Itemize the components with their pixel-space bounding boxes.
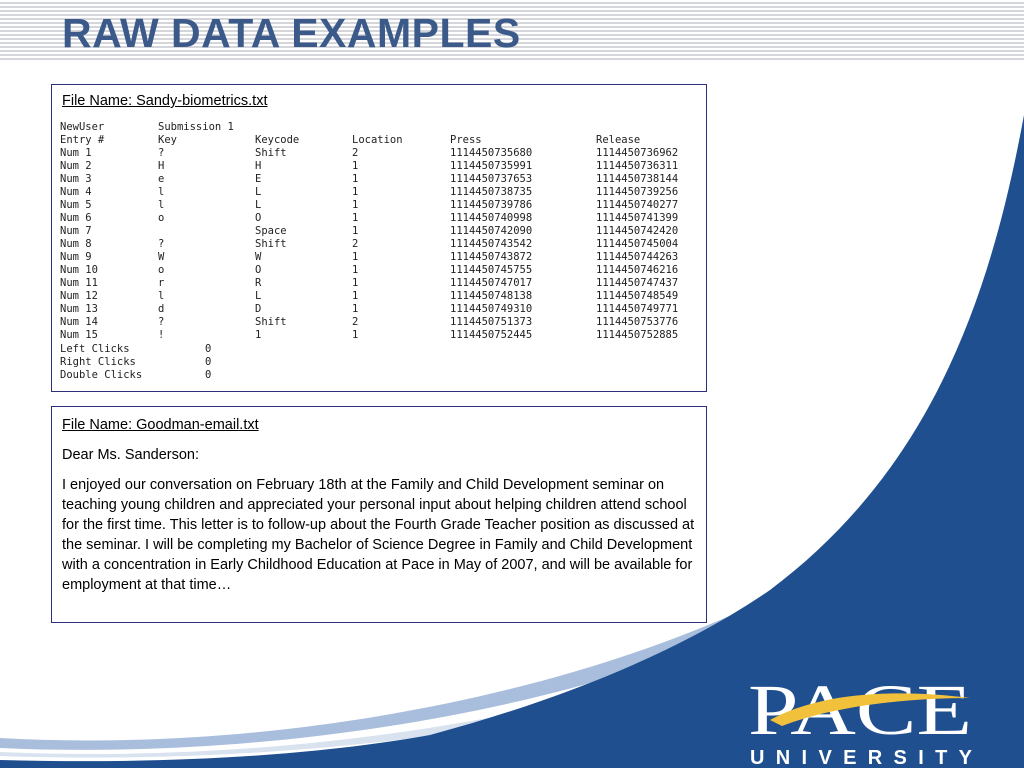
table-cell: 1 bbox=[352, 173, 359, 185]
table-row bbox=[60, 199, 706, 212]
table-cell: 2 bbox=[352, 238, 359, 250]
table-cell: l bbox=[158, 290, 165, 302]
table-cell: Release bbox=[596, 134, 641, 146]
table-row bbox=[60, 290, 706, 303]
table-row bbox=[60, 316, 706, 329]
table-cell: Space bbox=[255, 225, 287, 237]
summary-cell: Double Clicks bbox=[60, 369, 143, 381]
table-cell: Num 8 bbox=[60, 238, 92, 250]
table-cell: 1114450752445 bbox=[450, 329, 533, 341]
table-row bbox=[60, 212, 706, 225]
table-row bbox=[60, 134, 706, 147]
table-cell: Num 9 bbox=[60, 251, 92, 263]
table-cell: 1114450746216 bbox=[596, 264, 679, 276]
table-cell: 1114450739786 bbox=[450, 199, 533, 211]
table-row bbox=[60, 303, 706, 316]
summary-row bbox=[60, 369, 211, 382]
table-cell: 1114450743872 bbox=[450, 251, 533, 263]
table-cell: 1114450747017 bbox=[450, 277, 533, 289]
table-cell: 1114450738735 bbox=[450, 186, 533, 198]
table-cell: 1114450747437 bbox=[596, 277, 679, 289]
table-row bbox=[60, 329, 706, 342]
table-cell: 1114450742090 bbox=[450, 225, 533, 237]
table-cell: L bbox=[255, 290, 262, 302]
table-row bbox=[60, 160, 706, 173]
table-cell: Num 6 bbox=[60, 212, 92, 224]
table-cell: ! bbox=[158, 329, 165, 341]
pace-university-logo bbox=[748, 668, 978, 768]
table-row bbox=[60, 173, 706, 186]
table-cell: 1 bbox=[352, 329, 359, 341]
table-row bbox=[60, 251, 706, 264]
table-cell: D bbox=[255, 303, 262, 315]
biometrics-file-box bbox=[51, 84, 707, 392]
table-cell: r bbox=[158, 277, 165, 289]
table-cell: Keycode bbox=[255, 134, 300, 146]
table-row bbox=[60, 238, 706, 251]
table-row bbox=[60, 147, 706, 160]
table-cell: e bbox=[158, 173, 165, 185]
email-body: I enjoyed our conversation on February 18th at the Family and Child Development seminar on teaching young children and appreciated your personal input about helping children attend school for the first time. This letter is to follow-up about the Fourth Grade Teacher position as discussed at the seminar. I will be completing my Bachelor of Science Degree in Family and Child Development with a concentration in Early Childhood Education at Pace in May of 2007, and will be available for employment at that time… bbox=[62, 477, 695, 593]
table-cell: NewUser bbox=[60, 121, 105, 133]
page-title: RAW DATA EXAMPLES bbox=[62, 10, 521, 56]
table-cell: 1 bbox=[352, 277, 359, 289]
table-cell: 1114450740277 bbox=[596, 199, 679, 211]
table-cell: E bbox=[255, 173, 262, 185]
table-cell bbox=[352, 121, 450, 134]
table-cell: 1 bbox=[352, 160, 359, 172]
logo-wordmark: PACE bbox=[748, 670, 972, 750]
table-cell: Num 14 bbox=[60, 316, 98, 328]
table-cell: o bbox=[158, 212, 165, 224]
table-cell: 1114450737653 bbox=[450, 173, 533, 185]
table-row bbox=[60, 121, 706, 134]
table-cell: Num 4 bbox=[60, 186, 92, 198]
table-cell: 1 bbox=[352, 186, 359, 198]
table-cell: 1114450749771 bbox=[596, 303, 679, 315]
table-cell: Num 11 bbox=[60, 277, 98, 289]
email-file-name: File Name: Goodman-email.txt bbox=[62, 417, 259, 433]
table-cell: l bbox=[158, 199, 165, 211]
table-cell: 1114450751373 bbox=[450, 316, 533, 328]
table-cell: L bbox=[255, 186, 262, 198]
summary-cell: 0 bbox=[205, 343, 212, 355]
table-cell: 1114450745755 bbox=[450, 264, 533, 276]
table-cell: Num 1 bbox=[60, 147, 92, 159]
email-file-box bbox=[51, 406, 707, 623]
table-cell: O bbox=[255, 212, 262, 224]
table-cell: H bbox=[255, 160, 262, 172]
table-cell: Num 5 bbox=[60, 199, 92, 211]
table-cell: 1114450744263 bbox=[596, 251, 679, 263]
table-cell: 1114450749310 bbox=[450, 303, 533, 315]
table-row bbox=[60, 225, 706, 238]
table-cell: W bbox=[255, 251, 262, 263]
biometrics-file-name: File Name: Sandy-biometrics.txt bbox=[62, 93, 268, 109]
table-cell: 1114450736962 bbox=[596, 147, 679, 159]
table-cell: l bbox=[158, 186, 165, 198]
table-cell: 1 bbox=[352, 212, 359, 224]
table-cell: R bbox=[255, 277, 262, 289]
table-row bbox=[60, 264, 706, 277]
table-cell: 1114450736311 bbox=[596, 160, 679, 172]
table-cell: ? bbox=[158, 316, 165, 328]
table-cell: Num 3 bbox=[60, 173, 92, 185]
table-cell: Press bbox=[450, 134, 482, 146]
table-cell: 1114450743542 bbox=[450, 238, 533, 250]
table-cell: Num 10 bbox=[60, 264, 98, 276]
table-cell: Shift bbox=[255, 147, 287, 159]
email-greeting: Dear Ms. Sanderson: bbox=[62, 447, 200, 463]
table-cell: Entry # bbox=[60, 134, 105, 146]
table-cell: Num 13 bbox=[60, 303, 98, 315]
table-cell: 1114450753776 bbox=[596, 316, 679, 328]
table-cell: Key bbox=[158, 134, 177, 146]
table-cell: 1114450738144 bbox=[596, 173, 679, 185]
table-cell: 2 bbox=[352, 316, 359, 328]
table-cell: Location bbox=[352, 134, 403, 146]
table-row bbox=[60, 277, 706, 290]
summary-cell: Right Clicks bbox=[60, 356, 136, 368]
table-cell: L bbox=[255, 199, 262, 211]
table-cell: 1114450735680 bbox=[450, 147, 533, 159]
summary-row bbox=[60, 343, 211, 356]
table-cell: 1 bbox=[352, 290, 359, 302]
table-cell: o bbox=[158, 264, 165, 276]
table-cell: Num 7 bbox=[60, 225, 92, 237]
logo-subtitle: UNIVERSITY bbox=[750, 747, 972, 768]
table-cell: Shift bbox=[255, 238, 287, 250]
biometrics-table bbox=[60, 121, 706, 342]
table-cell: 1114450748549 bbox=[596, 290, 679, 302]
table-cell bbox=[450, 121, 596, 134]
table-cell: 1114450742420 bbox=[596, 225, 679, 237]
table-cell: 1 bbox=[352, 303, 359, 315]
table-cell: Num 2 bbox=[60, 160, 92, 172]
table-cell bbox=[158, 225, 255, 238]
table-cell: O bbox=[255, 264, 262, 276]
table-cell: 1 bbox=[255, 329, 262, 341]
table-cell: 1114450739256 bbox=[596, 186, 679, 198]
summary-row bbox=[60, 356, 211, 369]
table-cell: H bbox=[158, 160, 165, 172]
table-cell: d bbox=[158, 303, 165, 315]
summary-cell: 0 bbox=[205, 369, 212, 381]
table-cell: 1 bbox=[352, 225, 359, 237]
summary-cell: 0 bbox=[205, 356, 212, 368]
summary-cell: Left Clicks bbox=[60, 343, 130, 355]
table-cell: 1 bbox=[352, 251, 359, 263]
table-cell: Submission 1 bbox=[158, 121, 234, 133]
table-cell: Num 15 bbox=[60, 329, 98, 341]
table-cell bbox=[596, 121, 706, 134]
table-cell: ? bbox=[158, 147, 165, 159]
table-cell: Shift bbox=[255, 316, 287, 328]
table-cell: 1114450741399 bbox=[596, 212, 679, 224]
table-cell: 1 bbox=[352, 199, 359, 211]
table-row bbox=[60, 186, 706, 199]
table-cell bbox=[255, 121, 352, 134]
table-cell: 2 bbox=[352, 147, 359, 159]
click-summary-table bbox=[60, 343, 211, 382]
table-cell: W bbox=[158, 251, 165, 263]
table-cell: 1 bbox=[352, 264, 359, 276]
table-cell: 1114450752885 bbox=[596, 329, 679, 341]
table-cell: 1114450735991 bbox=[450, 160, 533, 172]
table-cell: 1114450745004 bbox=[596, 238, 679, 250]
table-cell: Num 12 bbox=[60, 290, 98, 302]
table-cell: 1114450740998 bbox=[450, 212, 533, 224]
table-cell: ? bbox=[158, 238, 165, 250]
table-cell: 1114450748138 bbox=[450, 290, 533, 302]
